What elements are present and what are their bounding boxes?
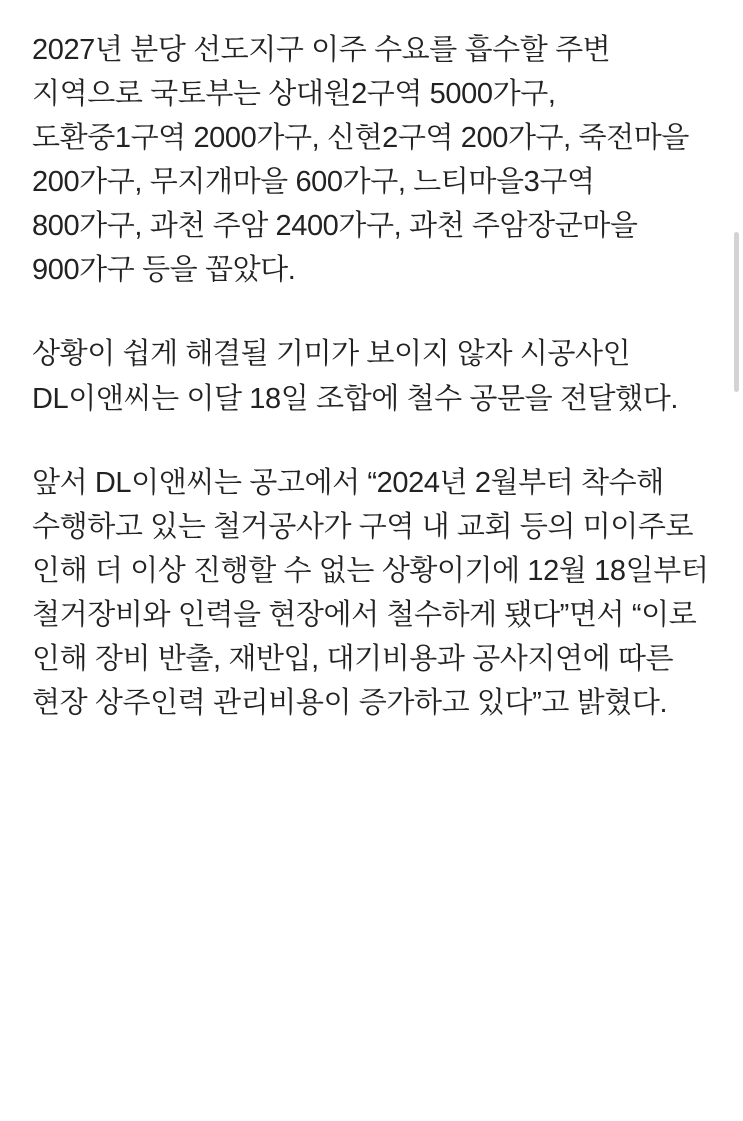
article-paragraph-2: 상황이 쉽게 해결될 기미가 보이지 않자 시공사인 DL이앤씨는 이달 18일 조합에 철수 공문을 전달했다. — [32, 338, 678, 415]
scrollbar-thumb[interactable] — [734, 232, 739, 392]
article-bottom-spacer — [32, 765, 711, 825]
vertical-scrollbar[interactable] — [735, 0, 741, 1121]
article-paragraph-3: 앞서 DL이앤씨는 공고에서 “2024년 2월부터 착수해 수행하고 있는 철거공사가 구역 내 교회 등의 미이주로 인해 더 이상 진행할 수 없는 상황이기에 12월 18일부터 철거장비와 인력을 현장에서 철수하게 됐다”면서 “이로 인해 장비 반출, 재반입, 대기비용과 공사지연에 따른 현장 상주인력 관리비용이 증가하고 있다”고 밝혔다. — [32, 466, 717, 720]
article-paragraph-1: 2027년 분당 선도지구 이주 수요를 흡수할 주변 지역으로 국토부는 상대원2구역 5000가구, 도환중1구역 2000가구, 신현2구역 200가구, 죽전마을 200가구, 무지개마을 600가구, 느티마을3구역 800가구, 과천 주암 2400가구, 과천 주암장군마을 900가구 등을 꼽았다. — [32, 34, 697, 287]
